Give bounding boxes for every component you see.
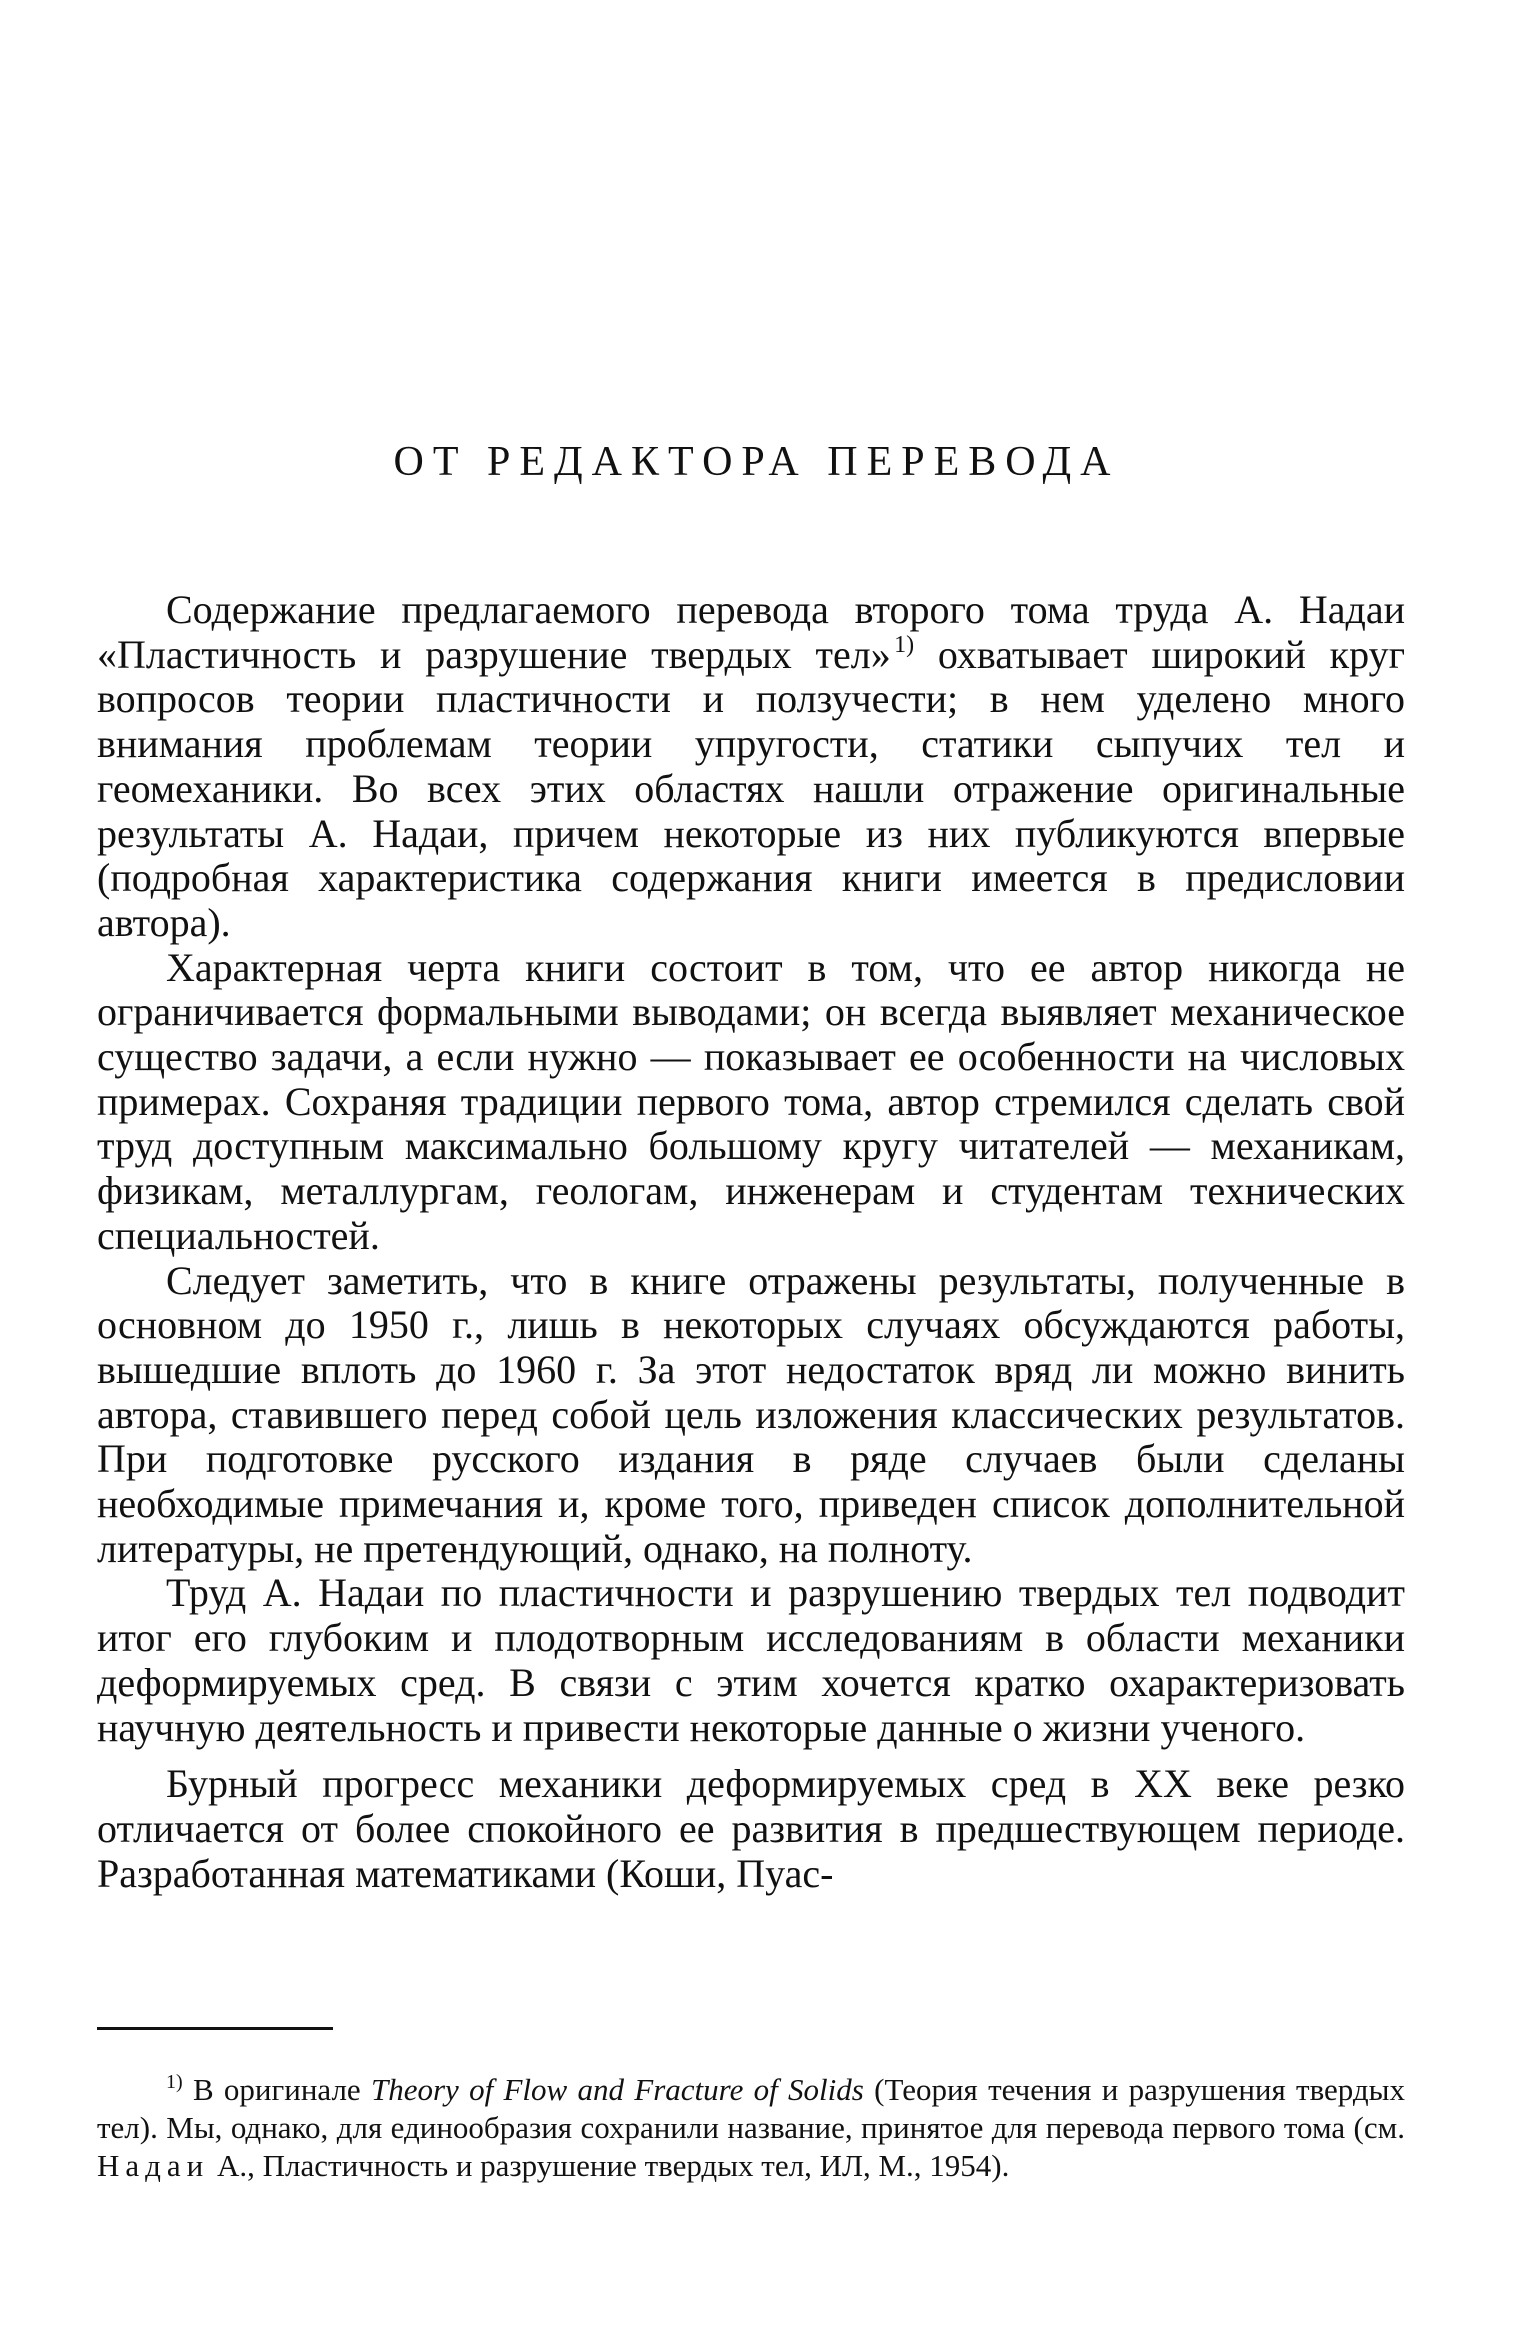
footnote-mark: 1) bbox=[166, 2071, 183, 2093]
page-heading: ОТ РЕДАКТОРА ПЕРЕВОДА bbox=[393, 439, 1120, 485]
paragraph-3: Следует заметить, что в книге отражены результаты, полученные в основном до 1950 г., лишь в некоторых случаях обсуждаются работы, вышедшие вплоть до 1960 г. За этот недостаток вряд ли можно винить автора, ставившего перед собой цель изложения классических результатов. При подготовке русского издания в ряде случаев были сделаны необходимые примечания и, кроме того, приведен список дополнительной литературы, не претендующий, однако, на полноту. bbox=[97, 1257, 1405, 1571]
paragraph-5: Бурный прогресс механики деформируемых сред в XX веке резко отличается от более спокойного ее развития в предшествующем периоде. Разработанная математиками (Коши, Пуас- bbox=[97, 1761, 1405, 1896]
footnote-original-title: Theory of Flow and Fracture of Solids bbox=[370, 2072, 864, 2107]
paragraph-4: Труд А. Надаи по пластичности и разрушению твердых тел подводит итог его глубоким и плодотворным исследованиям в области механики деформируемых сред. В связи с этим хочется кратко охарактеризовать научную деятельность и привести некоторые данные о жизни ученого. bbox=[97, 1570, 1405, 1750]
footnote-lead: В оригинале bbox=[182, 2072, 371, 2107]
body-text bbox=[97, 588, 1405, 1896]
footnote-reference: 1) bbox=[894, 631, 915, 658]
paragraph-1-rest: охватывает широкий круг вопросов теории пластичности и ползучести; в нем уделено много внимания проблемам теории упругости, статики сыпучих тел и геомеханики. Во всех этих областях нашли отражение оригинальные результаты А. Надаи, причем некоторые из них публикуются впервые (подробная характеристика содержания книги имеется в предисловии автора). bbox=[97, 631, 1405, 945]
footnote-middle: (Теория течения и разрушения твердых тел). Мы, однако, для единообразия сохранили название, принятое для перевода первого тома (см. bbox=[97, 2072, 1406, 2145]
footnote-author: Надаи bbox=[97, 2148, 210, 2183]
paragraph-1-start: Содержание предлагаемого перевода второго тома труда А. Надаи «Пластичность и разрушение твердых тел» bbox=[97, 587, 1405, 677]
paragraph-2: Характерная черта книги состоит в том, что ее автор никогда не ограничивается формальными выводами; он всегда выявляет механическое существо задачи, а если нужно — показывает ее особенности на числовых примерах. Сохраняя традиции первого тома, автор стремился сделать свой труд доступным максимально большому кругу читателей — механикам, физикам, металлургам, геологам, инженерам и студентам технических специальностей. bbox=[97, 944, 1405, 1258]
footnote-divider bbox=[97, 2027, 333, 2030]
footnote-tail: А., Пластичность и разрушение твердых тел, ИЛ, М., 1954). bbox=[209, 2148, 1010, 2183]
footnote bbox=[97, 2071, 1405, 2185]
paragraph-1 bbox=[97, 588, 1405, 946]
